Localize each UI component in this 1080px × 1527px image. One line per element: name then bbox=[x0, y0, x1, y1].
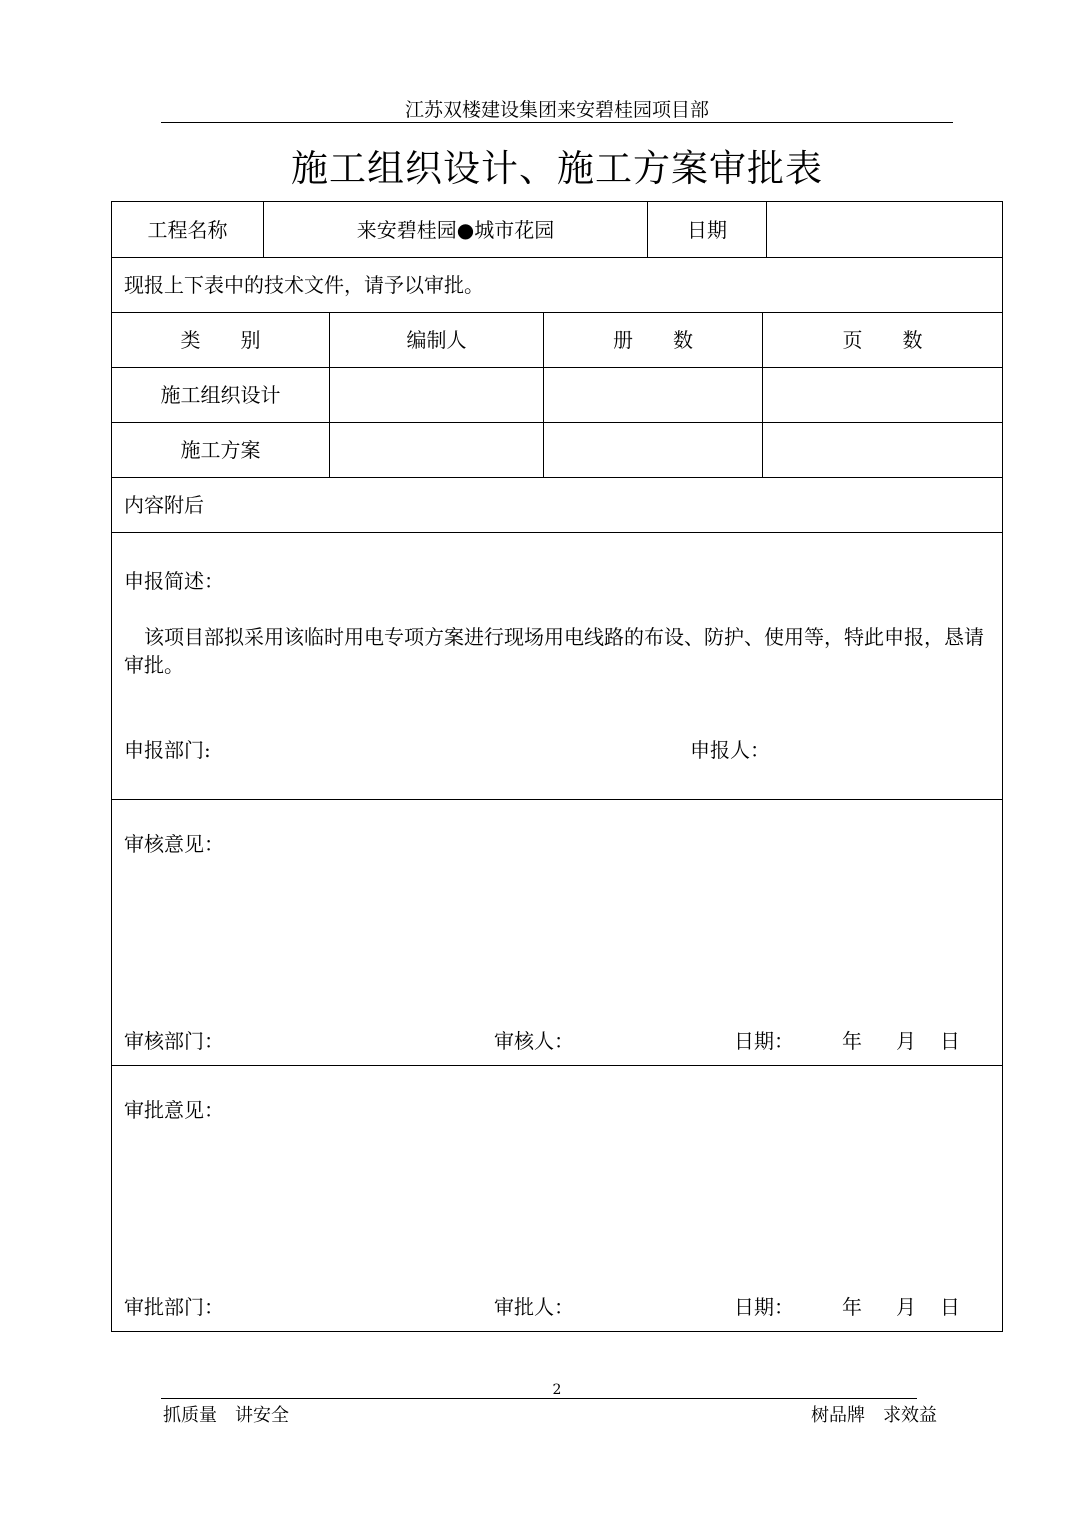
approve-person-label: 审批人： bbox=[494, 1295, 574, 1319]
project-name-label: 工程名称 bbox=[112, 202, 264, 258]
row-pages-field[interactable] bbox=[763, 423, 1003, 478]
report-person-label: 申报人： bbox=[690, 738, 770, 762]
review-year-label: 年 bbox=[842, 1029, 862, 1053]
attachment-note: 内容附后 bbox=[112, 478, 1003, 533]
column-header-row bbox=[112, 313, 1003, 368]
table-row bbox=[112, 423, 1003, 478]
approve-month-label: 月 bbox=[896, 1295, 916, 1319]
row-category: 施工组织设计 bbox=[112, 368, 330, 423]
row-category: 施工方案 bbox=[112, 423, 330, 478]
row-pages-field[interactable] bbox=[763, 368, 1003, 423]
project-name-value[interactable]: 来安碧桂园●城市花园 bbox=[264, 202, 648, 258]
approve-section bbox=[112, 1066, 1003, 1332]
notice-text: 现报上下表中的技术文件，请予以审批。 bbox=[112, 258, 1003, 313]
col-category: 类 别 bbox=[112, 313, 330, 368]
report-section bbox=[112, 533, 1003, 800]
date-value[interactable] bbox=[767, 202, 1003, 258]
page-title: 施工组织设计、施工方案审批表 bbox=[291, 147, 823, 190]
table-row bbox=[112, 368, 1003, 423]
footer-slogan-right: 树品牌 求效益 bbox=[811, 1405, 937, 1426]
review-date-label: 日期： bbox=[734, 1029, 794, 1053]
col-pages: 页 数 bbox=[763, 313, 1003, 368]
review-heading: 审核意见： bbox=[124, 832, 224, 856]
row-volumes-field[interactable] bbox=[544, 423, 763, 478]
review-day-label: 日 bbox=[940, 1029, 960, 1053]
approve-heading: 审批意见： bbox=[124, 1098, 224, 1122]
approval-form-table bbox=[111, 201, 1003, 1332]
row-author-field[interactable] bbox=[330, 423, 544, 478]
footer-divider bbox=[161, 1398, 917, 1399]
header-divider bbox=[161, 122, 953, 123]
approve-day-label: 日 bbox=[940, 1295, 960, 1319]
report-dept-label: 申报部门: bbox=[124, 738, 211, 762]
header-org: 江苏双楼建设集团来安碧桂园项目部 bbox=[404, 99, 709, 121]
approve-year-label: 年 bbox=[842, 1295, 862, 1319]
approve-dept-label: 审批部门： bbox=[124, 1295, 224, 1319]
report-heading: 申报简述： bbox=[124, 569, 224, 593]
col-volumes: 册 数 bbox=[544, 313, 763, 368]
report-body: 该项目部拟采用该临时用电专项方案进行现场用电线路的布设、防护、使用等，特此申报，恳请审批。 bbox=[124, 625, 984, 677]
project-row bbox=[112, 202, 1003, 258]
date-label: 日期 bbox=[648, 202, 767, 258]
footer-slogan-left: 抓质量 讲安全 bbox=[163, 1405, 289, 1426]
review-person-label: 审核人： bbox=[494, 1029, 574, 1053]
review-dept-label: 审核部门： bbox=[124, 1029, 224, 1053]
row-author-field[interactable] bbox=[330, 368, 544, 423]
approve-date-label: 日期： bbox=[734, 1295, 794, 1319]
review-month-label: 月 bbox=[896, 1029, 916, 1053]
row-volumes-field[interactable] bbox=[544, 368, 763, 423]
page-number: 2 bbox=[552, 1382, 562, 1398]
col-author: 编制人 bbox=[330, 313, 544, 368]
review-section bbox=[112, 800, 1003, 1066]
